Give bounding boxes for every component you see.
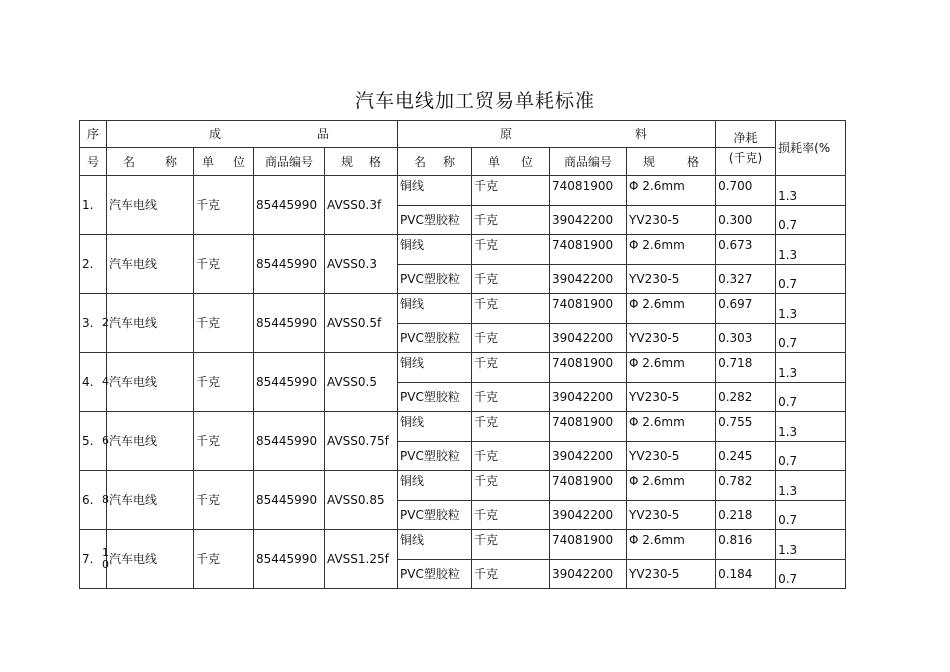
row-seq — [80, 471, 107, 530]
product-spec: AVSS0.75f — [325, 412, 398, 471]
header-seq-bottom: 号 — [80, 148, 107, 176]
product-code: 85445990 — [254, 176, 325, 235]
product-unit: 千克 — [194, 176, 254, 235]
product-name: 汽车电线 — [107, 176, 194, 235]
product-code: 85445990 — [254, 294, 325, 353]
material-name: PVC塑胶粒 — [398, 501, 472, 530]
material-spec: YV230-5 — [627, 560, 716, 589]
net-consumption: 0.755 — [716, 412, 776, 442]
material-spec: YV230-5 — [627, 383, 716, 412]
header-material-b: 料 — [635, 127, 648, 141]
material-spec: Φ 2.6mm — [627, 412, 716, 442]
table-row — [80, 412, 846, 442]
product-name: 汽车电线 — [107, 294, 194, 353]
material-code: 74081900 — [550, 235, 627, 265]
row-no: 3. — [82, 316, 94, 330]
product-name: 汽车电线 — [107, 471, 194, 530]
material-spec: Φ 2.6mm — [627, 235, 716, 265]
row-seq — [80, 235, 107, 294]
header-material-code: 商品编号 — [550, 148, 627, 176]
header-product-spec: 规 格 — [325, 148, 398, 176]
row-extra-mark: 4 — [102, 375, 109, 388]
material-spec: YV230-5 — [627, 501, 716, 530]
row-extra-mark: 1 0 — [102, 546, 109, 571]
header-material-unit: 单 位 — [472, 148, 550, 176]
product-spec: AVSS1.25f — [325, 530, 398, 589]
header-product-name: 名 称 — [107, 148, 194, 176]
product-name: 汽车电线 — [107, 353, 194, 412]
material-unit: 千克 — [472, 560, 550, 589]
material-unit: 千克 — [472, 324, 550, 353]
loss-rate: 0.7 — [776, 324, 846, 353]
table-body — [80, 176, 846, 589]
header-net-top: 净耗 — [716, 121, 776, 148]
material-unit: 千克 — [472, 412, 550, 442]
header-loss-rate: 损耗率(% — [776, 121, 846, 176]
material-unit: 千克 — [472, 353, 550, 383]
loss-rate: 1.3 — [776, 235, 846, 265]
material-code: 74081900 — [550, 294, 627, 324]
row-seq — [80, 294, 107, 353]
material-unit: 千克 — [472, 176, 550, 206]
row-no: 5. — [82, 434, 94, 448]
product-spec: AVSS0.3 — [325, 235, 398, 294]
product-unit: 千克 — [194, 471, 254, 530]
material-code: 39042200 — [550, 206, 627, 235]
table-row — [80, 471, 846, 501]
table-row — [80, 176, 846, 206]
loss-rate: 0.7 — [776, 442, 846, 471]
material-code: 39042200 — [550, 560, 627, 589]
material-unit: 千克 — [472, 471, 550, 501]
material-unit: 千克 — [472, 383, 550, 412]
material-name: 铜线 — [398, 471, 472, 501]
material-unit: 千克 — [472, 530, 550, 560]
material-name: PVC塑胶粒 — [398, 206, 472, 235]
material-name: PVC塑胶粒 — [398, 324, 472, 353]
product-name: 汽车电线 — [107, 412, 194, 471]
net-consumption: 0.816 — [716, 530, 776, 560]
table-row — [80, 235, 846, 265]
material-spec: Φ 2.6mm — [627, 176, 716, 206]
row-no: 2. — [82, 257, 94, 271]
net-consumption: 0.184 — [716, 560, 776, 589]
net-consumption: 0.300 — [716, 206, 776, 235]
product-unit: 千克 — [194, 235, 254, 294]
loss-rate: 0.7 — [776, 501, 846, 530]
material-code: 74081900 — [550, 412, 627, 442]
material-code: 39042200 — [550, 265, 627, 294]
header-product-code: 商品编号 — [254, 148, 325, 176]
row-seq — [80, 176, 107, 235]
material-spec: YV230-5 — [627, 442, 716, 471]
material-code: 74081900 — [550, 176, 627, 206]
material-spec: Φ 2.6mm — [627, 530, 716, 560]
loss-rate: 1.3 — [776, 176, 846, 206]
material-spec: YV230-5 — [627, 206, 716, 235]
loss-rate: 1.3 — [776, 412, 846, 442]
material-code: 74081900 — [550, 471, 627, 501]
header-material-a: 原 — [500, 127, 513, 141]
consumption-standard-table — [79, 120, 846, 589]
material-code: 74081900 — [550, 530, 627, 560]
table-row — [80, 294, 846, 324]
loss-rate: 0.7 — [776, 383, 846, 412]
table-header — [80, 121, 846, 176]
net-consumption: 0.700 — [716, 176, 776, 206]
row-seq — [80, 353, 107, 412]
product-spec: AVSS0.5 — [325, 353, 398, 412]
header-material-group — [398, 121, 716, 148]
row-seq — [80, 530, 107, 589]
material-unit: 千克 — [472, 235, 550, 265]
material-unit: 千克 — [472, 294, 550, 324]
document-title: 汽车电线加工贸易单耗标准 — [354, 90, 595, 112]
table-row — [80, 353, 846, 383]
row-no: 4. — [82, 375, 94, 389]
product-unit: 千克 — [194, 353, 254, 412]
loss-rate: 0.7 — [776, 265, 846, 294]
material-spec: YV230-5 — [627, 324, 716, 353]
material-spec: Φ 2.6mm — [627, 353, 716, 383]
header-net-bottom: (千克) — [716, 148, 776, 176]
material-name: 铜线 — [398, 353, 472, 383]
material-name: PVC塑胶粒 — [398, 560, 472, 589]
row-no: 7. — [82, 552, 94, 566]
row-extra-mark: 8 — [102, 493, 109, 506]
loss-rate: 1.3 — [776, 294, 846, 324]
header-product-unit: 单 位 — [194, 148, 254, 176]
header-product-b: 品 — [317, 127, 330, 141]
net-consumption: 0.673 — [716, 235, 776, 265]
loss-rate: 1.3 — [776, 471, 846, 501]
product-code: 85445990 — [254, 471, 325, 530]
net-consumption: 0.218 — [716, 501, 776, 530]
material-name: 铜线 — [398, 294, 472, 324]
product-code: 85445990 — [254, 235, 325, 294]
material-name: PVC塑胶粒 — [398, 265, 472, 294]
header-product-a: 成 — [209, 127, 222, 141]
material-code: 39042200 — [550, 501, 627, 530]
material-name: PVC塑胶粒 — [398, 442, 472, 471]
header-material-spec: 规 格 — [627, 148, 716, 176]
header-seq-top: 序 — [80, 121, 107, 148]
material-code: 39042200 — [550, 442, 627, 471]
product-spec: AVSS0.3f — [325, 176, 398, 235]
net-consumption: 0.303 — [716, 324, 776, 353]
product-unit: 千克 — [194, 530, 254, 589]
net-consumption: 0.718 — [716, 353, 776, 383]
loss-rate: 1.3 — [776, 530, 846, 560]
header-product-group — [107, 121, 398, 148]
product-code: 85445990 — [254, 530, 325, 589]
product-code: 85445990 — [254, 412, 325, 471]
header-material-name: 名 称 — [398, 148, 472, 176]
loss-rate: 1.3 — [776, 353, 846, 383]
product-code: 85445990 — [254, 353, 325, 412]
material-name: 铜线 — [398, 176, 472, 206]
row-seq — [80, 412, 107, 471]
material-unit: 千克 — [472, 206, 550, 235]
product-unit: 千克 — [194, 412, 254, 471]
row-no: 6. — [82, 493, 94, 507]
material-spec: Φ 2.6mm — [627, 294, 716, 324]
material-unit: 千克 — [472, 501, 550, 530]
material-unit: 千克 — [472, 265, 550, 294]
loss-rate: 0.7 — [776, 560, 846, 589]
material-code: 39042200 — [550, 383, 627, 412]
product-spec: AVSS0.85 — [325, 471, 398, 530]
material-code: 39042200 — [550, 324, 627, 353]
material-name: 铜线 — [398, 235, 472, 265]
row-no: 1. — [82, 198, 94, 212]
material-code: 74081900 — [550, 353, 627, 383]
material-spec: Φ 2.6mm — [627, 471, 716, 501]
material-name: 铜线 — [398, 530, 472, 560]
net-consumption: 0.327 — [716, 265, 776, 294]
material-name: PVC塑胶粒 — [398, 383, 472, 412]
table-row — [80, 530, 846, 560]
net-consumption: 0.697 — [716, 294, 776, 324]
row-extra-mark: 6 — [102, 434, 109, 447]
material-unit: 千克 — [472, 442, 550, 471]
product-name: 汽车电线 — [107, 530, 194, 589]
product-name: 汽车电线 — [107, 235, 194, 294]
material-spec: YV230-5 — [627, 265, 716, 294]
net-consumption: 0.245 — [716, 442, 776, 471]
product-spec: AVSS0.5f — [325, 294, 398, 353]
material-name: 铜线 — [398, 412, 472, 442]
loss-rate: 0.7 — [776, 206, 846, 235]
net-consumption: 0.782 — [716, 471, 776, 501]
row-extra-mark: 2 — [102, 316, 109, 329]
net-consumption: 0.282 — [716, 383, 776, 412]
product-unit: 千克 — [194, 294, 254, 353]
